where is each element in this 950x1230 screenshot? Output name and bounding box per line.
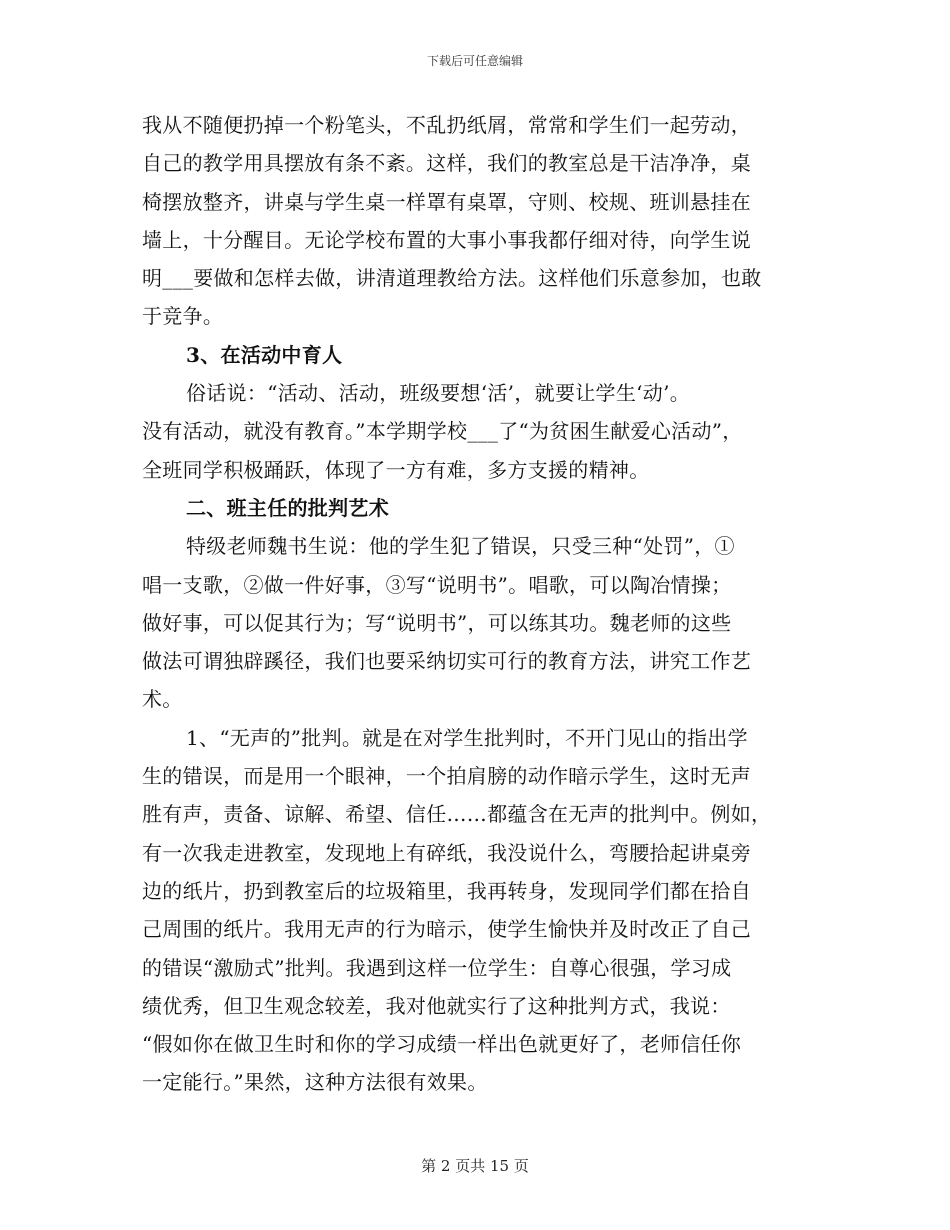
section-heading: 二、班主任的批判艺术 <box>186 495 389 520</box>
body-line: 胜有声，责备、谅解、希望、信任……都蕴含在无声的批判中。例如， <box>142 802 772 827</box>
paragraph-first-line: 特级老师魏书生说：他的学生犯了错误，只受三种“处罚”，① <box>186 534 735 559</box>
body-line: 己周围的纸片。我用无声的行为暗示，使学生愉快并及时改正了自己 <box>142 917 751 942</box>
body-line: 唱一支歌，②做一件好事，③写“说明书”。唱歌，可以陶冶情操； <box>142 572 732 597</box>
page-footer: 第 2 页共 15 页 <box>421 1157 529 1175</box>
body-line: 一定能行。”果然，这种方法很有效果。 <box>142 1070 488 1095</box>
paragraph-first-line: 1、“无声的”批判。就是在对学生批判时，不开门见山的指出学 <box>186 725 748 750</box>
section-heading: 3、在活动中育人 <box>186 342 343 367</box>
body-line: 我从不随便扔掉一个粉笔头，不乱扔纸屑，常常和学生们一起劳动， <box>142 113 751 137</box>
paragraph-first-line: 俗话说：“活动、活动，班级要想‘活’，就要让学生‘动’。 <box>186 381 691 406</box>
body-line: 有一次我走进教室，发现地上有碎纸，我没说什么，弯腰拾起讲桌旁 <box>142 840 751 865</box>
document-body <box>142 106 822 1102</box>
body-line: 椅摆放整齐，讲桌与学生桌一样罩有桌罩，守则、校规、班训悬挂在 <box>142 189 751 214</box>
body-line: 的错误“激励式”批判。我遇到这样一位学生：自尊心很强，学习成 <box>142 955 732 980</box>
body-line: 生的错误，而是用一个眼神，一个拍肩膀的动作暗示学生，这时无声 <box>142 764 751 789</box>
body-line: 术。 <box>142 687 183 712</box>
body-line: 做好事，可以促其行为；写“说明书”，可以练其功。魏老师的这些 <box>142 610 732 635</box>
body-line: “假如你在做卫生时和你的学习成绩一样出色就更好了，老师信任你 <box>142 1032 742 1057</box>
body-line: 明___要做和怎样去做，讲清道理教给方法。这样他们乐意参加，也敢 <box>142 266 762 291</box>
body-line: 做法可谓独辟蹊径，我们也要采纳切实可行的教育方法，讲究工作艺 <box>142 649 751 674</box>
body-line: 自己的教学用具摆放有条不紊。这样，我们的教室总是干洁净净，桌 <box>142 151 751 176</box>
body-line: 没有活动，就没有教育。”本学期学校___了“为贫困生献爱心活动”， <box>142 419 743 444</box>
body-line: 墙上，十分醒目。无论学校布置的大事小事我都仔细对待，向学生说 <box>142 227 751 252</box>
body-line: 绩优秀，但卫生观念较差，我对他就实行了这种批判方式，我说： <box>142 993 731 1018</box>
page-header: 下载后可任意编辑 <box>426 54 523 68</box>
body-line: 于竞争。 <box>142 304 224 329</box>
body-line: 边的纸片，扔到教室后的垃圾箱里，我再转身，发现同学们都在拾自 <box>142 878 751 903</box>
body-line: 全班同学积极踊跃，体现了一方有难，多方支援的精神。 <box>142 457 650 482</box>
